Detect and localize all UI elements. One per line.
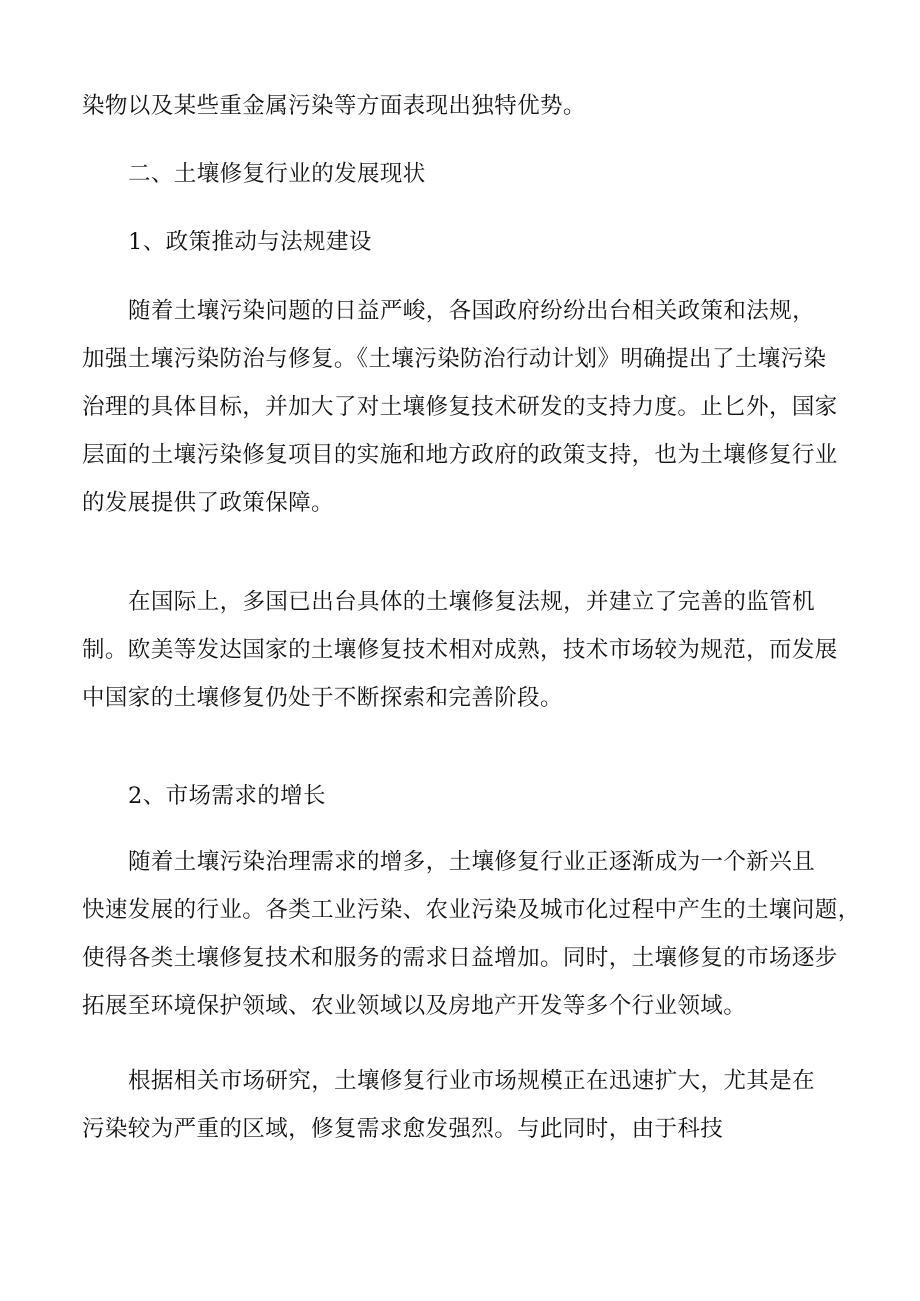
paragraph-continuation <box>82 82 840 130</box>
heading-text: 2、市场需求的增长 <box>128 783 326 809</box>
paragraph-line: 制。欧美等发达国家的土壤修复技术相对成熟，技术市场较为规范，而发展 <box>82 637 838 663</box>
paragraph-line: 染物以及某些重金属污染等方面表现出独特优势。 <box>82 93 586 119</box>
paragraph-policy <box>82 287 840 527</box>
section-heading <box>82 150 886 198</box>
paragraph-line: 拓展至环境保护领域、农业领域以及房地产开发等多个行业领域。 <box>82 993 747 1019</box>
paragraph-line: 在国际上，多国已出台具体的土壤修复法规，并建立了完善的监管机 <box>128 589 816 615</box>
paragraph-line: 的发展提供了政策保障。 <box>82 490 334 516</box>
paragraph-line: 污染较为严重的区域，修复需求愈发强烈。与此同时，由于科技 <box>82 1116 724 1142</box>
paragraph-line: 治理的具体目标，并加大了对土壤修复技术研发的支持力度。止匕外，国家 <box>82 394 838 420</box>
paragraph-line: 快速发展的行业。各类工业污染、农业污染及城市化过程中产生的土壤问题， <box>82 897 861 923</box>
heading-text: 1、政策推动与法规建设 <box>128 229 372 255</box>
paragraph-line: 使得各类土壤修复技术和服务的需求日益增加。同时，土壤修复的市场逐步 <box>82 945 838 971</box>
paragraph-market-research <box>82 1057 840 1153</box>
subsection-heading-market <box>82 772 886 820</box>
paragraph-line: 随着土壤污染问题的日益严峻，各国政府纷纷出台相关政策和法规， <box>128 298 816 324</box>
paragraph-market-demand <box>82 838 861 1030</box>
paragraph-line: 层面的土壤污染修复项目的实施和地方政府的政策支持，也为土壤修复行业 <box>82 442 838 468</box>
subsection-heading-policy <box>82 218 886 266</box>
paragraph-line: 根据相关市场研究，土壤修复行业市场规模正在迅速扩大，尤其是在 <box>128 1068 816 1094</box>
heading-text: 二、土壤修复行业的发展现状 <box>128 161 426 187</box>
paragraph-international <box>82 578 840 722</box>
paragraph-line: 加强土壤污染防治与修复。《土壤污染防治行动计划》明确提出了土壤污染 <box>82 346 827 372</box>
paragraph-line: 中国家的土壤修复仍处于不断探索和完善阶段。 <box>82 685 563 711</box>
paragraph-line: 随着土壤污染治理需求的增多，土壤修复行业正逐渐成为一个新兴且 <box>128 849 816 875</box>
